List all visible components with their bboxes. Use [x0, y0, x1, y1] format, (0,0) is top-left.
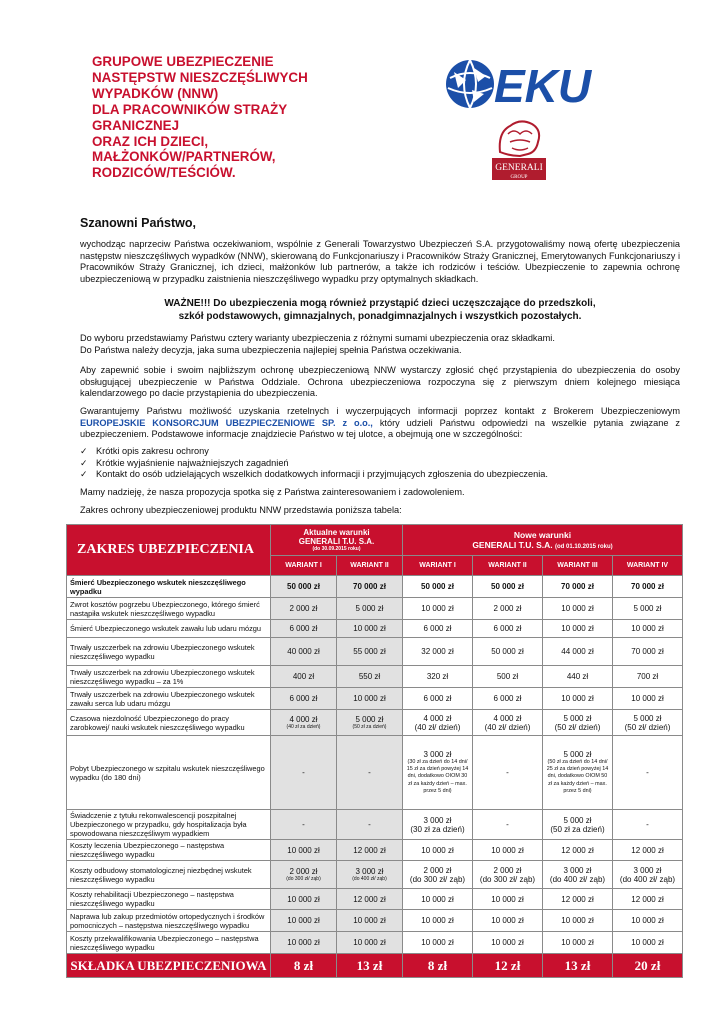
- variant-header: WARIANT I: [403, 556, 473, 576]
- enrolment-text: Aby zapewnić sobie i swoim najbliższym ochronę ubezpieczeniową NNW wystarczy zgłosić chęć przystąpienia do ubezpieczenia do osoby obsługującej ubezpieczenie w Państwa Oddziale. Ochrona ubezpieczeniowa rozpoczyna się z pierwszym dniem kolejnego miesiąca kalendarzowego po dacie przystąpienia do ubezpieczenia.: [80, 365, 680, 399]
- coverage-value: 32 000 zł: [403, 638, 473, 666]
- coverage-value: 12 000 zł: [543, 840, 613, 861]
- table-row: [67, 840, 683, 861]
- coverage-value: 10 000 zł: [613, 910, 683, 932]
- closing-text: Mamy nadzieję, że nasza propozycja spotka się z Państwa zainteresowaniem i zadowoleniem.: [80, 487, 465, 497]
- coverage-label: Koszty przekwalifikowania Ubezpieczonego – następstwa nieszczęśliwego wypadku: [67, 932, 271, 954]
- generali-wordmark: GENERALI: [495, 163, 543, 173]
- generali-logo: [490, 112, 548, 182]
- coverage-value: 3 000 zł (do 400 zł/ ząb): [613, 861, 683, 889]
- coverage-value: 10 000 zł: [543, 598, 613, 620]
- coverage-value: 10 000 zł: [543, 932, 613, 954]
- coverage-label: Naprawa lub zakup przedmiotów ortopedycznych i środków pomocniczych – następstwa nieszczęśliwego wypadku: [67, 910, 271, 932]
- coverage-value: 10 000 zł: [403, 932, 473, 954]
- intro-text: wychodząc naprzeciw Państwa oczekiwaniom, wspólnie z Generali Towarzystwo Ubezpieczeń S.A. przygotowaliśmy nową ofertę ubezpieczenia następstw nieszczęśliwych wypadków (NNW), skierowaną do Funkcjonariuszy i Pracowników Straży Granicznej, Emerytowanych Funkcjonariuszy i Pracowników Straży Granicznej, ich dzieci, małżonków lub partnerów, a także ich rodziców i teściów. Ubezpieczenie to zapewnia ochronę ubezpieczeniową w przypadku zaistnienia nieszczęśliwego wypadku przy optymalnych składkach.: [80, 239, 680, 284]
- coverage-value: 10 000 zł: [613, 688, 683, 710]
- coverage-value: 50 000 zł: [271, 576, 337, 598]
- coverage-value: 12 000 zł: [613, 889, 683, 910]
- coverage-value: 3 000 zł (do 400 zł/ ząb): [337, 861, 403, 889]
- checklist-item: ✓ Krótki opis zakresu ochrony: [80, 446, 209, 456]
- coverage-label: Koszty odbudowy stomatologicznej niezbędnej wskutek nieszczęśliwego wypadku: [67, 861, 271, 889]
- coverage-value: 6 000 zł: [271, 620, 337, 638]
- premium-value: 13 zł: [543, 954, 613, 978]
- coverage-value: 50 000 zł: [473, 638, 543, 666]
- coverage-value: 10 000 zł: [613, 620, 683, 638]
- coverage-label: Trwały uszczerbek na zdrowiu Ubezpieczonego wskutek nieszczęśliwego wypadku – za 1%: [67, 666, 271, 688]
- coverage-value: 6 000 zł: [271, 688, 337, 710]
- new-terms-header: Nowe warunki GENERALI T.U. S.A. (od 01.10.2015 roku): [403, 525, 683, 556]
- coverage-value: -: [613, 810, 683, 840]
- coverage-value: 2 000 zł (do 300 zł/ ząb): [473, 861, 543, 889]
- coverage-value: -: [271, 736, 337, 810]
- table-row: [67, 910, 683, 932]
- variant-header: WARIANT II: [337, 556, 403, 576]
- coverage-value: 70 000 zł: [543, 576, 613, 598]
- coverage-value: 5 000 zł: [337, 598, 403, 620]
- table-row: [67, 638, 683, 666]
- premium-value: 20 zł: [613, 954, 683, 978]
- coverage-value: 55 000 zł: [337, 638, 403, 666]
- table-intro-text: Zakres ochrony ubezpieczeniowej produktu NNW przedstawia poniższa tabela:: [80, 505, 402, 515]
- coverage-value: 4 000 zł (40 zł/ dzień): [403, 710, 473, 736]
- important-notice: [80, 298, 680, 323]
- table-row: [67, 710, 683, 736]
- lion-icon: [500, 121, 539, 156]
- checklist-item: ✓ Krótkie wyjaśnienie najważniejszych zagadnień: [80, 457, 289, 468]
- coverage-value: 5 000 zł (50 zł za dzień): [543, 810, 613, 840]
- table-row: [67, 736, 683, 810]
- table-row: [67, 598, 683, 620]
- coverage-value: 3 000 zł (30 zł za dzień do 14 dni/ 15 zł za dzień powyżej 14 dni, dodatkowo OIOM 30 zł za każdy dzień – max. przez 5 dni): [403, 736, 473, 810]
- broker-paragraph: [80, 406, 680, 441]
- premium-value: 8 zł: [403, 954, 473, 978]
- variant-header: WARIANT III: [543, 556, 613, 576]
- title-line: DLA PRACOWNIKÓW STRAŻY: [92, 101, 288, 117]
- broker-name: EUROPEJSKIE KONSORCJUM UBEZPIECZENIOWE SP. z o.o.,: [80, 417, 373, 428]
- coverage-value: 5 000 zł (50 zł/ dzień): [613, 710, 683, 736]
- coverage-label: Czasowa niezdolność Ubezpieczonego do pracy zarobkowej/ nauki wskutek nieszczęśliwego wypadku: [67, 710, 271, 736]
- eku-logo: [444, 58, 624, 110]
- table-row: [67, 932, 683, 954]
- variant-header: WARIANT II: [473, 556, 543, 576]
- coverage-value: 5 000 zł: [613, 598, 683, 620]
- coverage-value: -: [613, 736, 683, 810]
- variants-text: Do wyboru przedstawiamy Państwu cztery warianty ubezpieczenia z różnymi sumami ubezpieczenia oraz składkami.: [80, 333, 555, 343]
- coverage-value: 550 zł: [337, 666, 403, 688]
- greeting: Szanowni Państwo,: [80, 216, 196, 230]
- coverage-label: Koszty rehabilitacji Ubezpieczonego – następstwa nieszczęśliwego wypadku: [67, 889, 271, 910]
- check-icon: ✓: [80, 469, 88, 480]
- coverage-value: 440 zł: [543, 666, 613, 688]
- coverage-value: 70 000 zł: [613, 576, 683, 598]
- coverage-value: 2 000 zł (do 300 zł/ ząb): [403, 861, 473, 889]
- coverage-value: 5 000 zł (50 zł/ dzień): [543, 710, 613, 736]
- coverage-value: 4 000 zł (40 zł/ dzień): [473, 710, 543, 736]
- coverage-value: 10 000 zł: [543, 910, 613, 932]
- coverage-value: 6 000 zł: [403, 688, 473, 710]
- coverage-value: 4 000 zł (40 zł za dzień): [271, 710, 337, 736]
- coverage-value: 10 000 zł: [543, 620, 613, 638]
- coverage-value: 3 000 zł (do 400 zł/ ząb): [543, 861, 613, 889]
- premium-value: 8 zł: [271, 954, 337, 978]
- coverage-value: 10 000 zł: [337, 932, 403, 954]
- coverage-value: -: [337, 810, 403, 840]
- coverage-value: 400 zł: [271, 666, 337, 688]
- coverage-label: Trwały uszczerbek na zdrowiu Ubezpieczonego wskutek zawału serca lub udaru mózgu: [67, 688, 271, 710]
- coverage-value: 3 000 zł (30 zł za dzień): [403, 810, 473, 840]
- coverage-value: 10 000 zł: [271, 910, 337, 932]
- coverage-label: Pobyt Ubezpieczonego w szpitalu wskutek nieszczęśliwego wypadku (do 180 dni): [67, 736, 271, 810]
- title-line: ORAZ ICH DZIECI,: [92, 133, 209, 149]
- coverage-label: Koszty leczenia Ubezpieczonego – następstwa nieszczęśliwego wypadku: [67, 840, 271, 861]
- table-intro: [80, 505, 680, 517]
- eku-wordmark: EKU: [494, 60, 592, 110]
- coverage-value: 6 000 zł: [403, 620, 473, 638]
- variant-header: WARIANT I: [271, 556, 337, 576]
- coverage-label: Śmierć Ubezpieczonego wskutek nieszczęśliwego wypadku: [67, 576, 271, 598]
- broker-outro: który udzieli Państwu odpowiedzi na wszelkie pytania związane z ubezpieczeniem. Podstawowe informacje znajdziecie Państwo w tej ulotce, a obejmują one w szczególności:: [80, 417, 680, 440]
- coverage-value: 12 000 zł: [337, 889, 403, 910]
- broker-intro: Gwarantujemy Państwu możliwość uzyskania rzetelnych i wyczerpujących informacji poprzez kontakt z Brokerem Ubezpieczeniowym: [80, 406, 680, 416]
- coverage-value: 500 zł: [473, 666, 543, 688]
- checklist: [80, 446, 680, 481]
- checklist-item: ✓ Kontakt do osób udzielających wszelkich dodatkowych informacji i przyjmujących zgłoszenia do ubezpieczenia.: [80, 469, 548, 480]
- coverage-value: 2 000 zł: [473, 598, 543, 620]
- check-icon: ✓: [80, 457, 88, 468]
- coverage-value: 70 000 zł: [613, 638, 683, 666]
- closing-paragraph: [80, 487, 680, 499]
- title-line: GRANICZNEJ: [92, 117, 180, 133]
- coverage-header: ZAKRES UBEZPIECZENIA: [67, 525, 271, 576]
- coverage-value: 10 000 zł: [473, 932, 543, 954]
- coverage-label: Trwały uszczerbek na zdrowiu Ubezpieczonego wskutek nieszczęśliwego wypadku: [67, 638, 271, 666]
- coverage-value: 10 000 zł: [403, 598, 473, 620]
- coverage-value: 10 000 zł: [271, 840, 337, 861]
- table-row: [67, 889, 683, 910]
- coverage-value: 10 000 zł: [271, 889, 337, 910]
- table-row: [67, 576, 683, 598]
- table-row: [67, 688, 683, 710]
- title-line: NASTĘPSTW NIESZCZĘŚLIWYCH: [92, 69, 308, 85]
- coverage-value: 50 000 zł: [473, 576, 543, 598]
- coverage-value: 50 000 zł: [403, 576, 473, 598]
- coverage-value: 6 000 zł: [473, 620, 543, 638]
- coverage-value: 40 000 zł: [271, 638, 337, 666]
- check-icon: ✓: [80, 446, 88, 456]
- table-row: [67, 861, 683, 889]
- title-line: MAŁŻONKÓW/PARTNERÓW,: [92, 149, 276, 165]
- intro-paragraph: [80, 239, 680, 285]
- premium-value: 12 zł: [473, 954, 543, 978]
- coverage-value: 10 000 zł: [543, 688, 613, 710]
- enrolment-paragraph: [80, 365, 680, 400]
- coverage-value: 10 000 zł: [337, 688, 403, 710]
- coverage-value: 10 000 zł: [403, 889, 473, 910]
- coverage-value: 5 000 zł (50 zł za dzień): [337, 710, 403, 736]
- premium-value: 13 zł: [337, 954, 403, 978]
- table-row: [67, 666, 683, 688]
- variants-paragraph: [80, 333, 680, 356]
- coverage-value: 70 000 zł: [337, 576, 403, 598]
- title-line: WYPADKÓW (NNW): [92, 85, 219, 101]
- coverage-value: 12 000 zł: [613, 840, 683, 861]
- title-line: GRUPOWE UBEZPIECZENIE: [92, 54, 274, 69]
- current-terms-header: Aktualne warunki GENERALI T.U. S.A. (do 30.09.2015 roku): [271, 525, 403, 556]
- globe-icon: [446, 60, 494, 108]
- important-line: WAŻNE!!! Do ubezpieczenia mogą również przystąpić dzieci uczęszczające do przedszkoli,: [164, 298, 596, 309]
- coverage-value: -: [337, 736, 403, 810]
- coverage-value: 12 000 zł: [543, 889, 613, 910]
- variant-header: WARIANT IV: [613, 556, 683, 576]
- coverage-value: 2 000 zł (do 300 zł/ ząb): [271, 861, 337, 889]
- coverage-table: [66, 524, 683, 978]
- coverage-value: 700 zł: [613, 666, 683, 688]
- document-title: [92, 54, 422, 181]
- coverage-value: 2 000 zł: [271, 598, 337, 620]
- coverage-value: 5 000 zł (50 zł za dzień do 14 dni/ 25 zł za dzień powyżej 14 dni, dodatkowo OIOM 50 zł za każdy dzień – max. przez 5 dni): [543, 736, 613, 810]
- coverage-value: 12 000 zł: [337, 840, 403, 861]
- coverage-value: -: [473, 736, 543, 810]
- coverage-label: Zwrot kosztów pogrzebu Ubezpieczonego, którego śmierć nastąpiła wskutek nieszczęśliwego wypadku: [67, 598, 271, 620]
- generali-group-label: GROUP: [510, 175, 528, 180]
- premium-label: SKŁADKA UBEZPIECZENIOWA: [67, 954, 271, 978]
- coverage-value: 10 000 zł: [271, 932, 337, 954]
- coverage-value: -: [271, 810, 337, 840]
- table-row: [67, 810, 683, 840]
- coverage-label: Świadczenie z tytułu rekonwalescencji poszpitalnej Ubezpieczonego w przypadku, gdy hospitalizacja była spowodowana nieszczęśliwym wypadkiem: [67, 810, 271, 840]
- coverage-label: Śmierć Ubezpieczonego wskutek zawału lub udaru mózgu: [67, 620, 271, 638]
- coverage-value: 10 000 zł: [613, 932, 683, 954]
- coverage-value: 6 000 zł: [473, 688, 543, 710]
- coverage-value: -: [473, 810, 543, 840]
- decision-text: Do Państwa należy decyzja, jaka suma ubezpieczenia najlepiej spełnia Państwa oczekiwania.: [80, 344, 462, 355]
- title-line: RODZICÓW/TEŚCIÓW.: [92, 165, 236, 181]
- coverage-value: 10 000 zł: [473, 889, 543, 910]
- premium-row: [67, 954, 683, 978]
- coverage-value: 10 000 zł: [403, 910, 473, 932]
- table-row: [67, 620, 683, 638]
- coverage-value: 10 000 zł: [473, 910, 543, 932]
- coverage-value: 10 000 zł: [403, 840, 473, 861]
- coverage-value: 10 000 zł: [337, 620, 403, 638]
- coverage-value: 10 000 zł: [473, 840, 543, 861]
- coverage-value: 44 000 zł: [543, 638, 613, 666]
- important-line: szkół podstawowych, gimnazjalnych, ponadgimnazjalnych i wszystkich pozostałych.: [178, 310, 582, 322]
- coverage-value: 10 000 zł: [337, 910, 403, 932]
- coverage-value: 320 zł: [403, 666, 473, 688]
